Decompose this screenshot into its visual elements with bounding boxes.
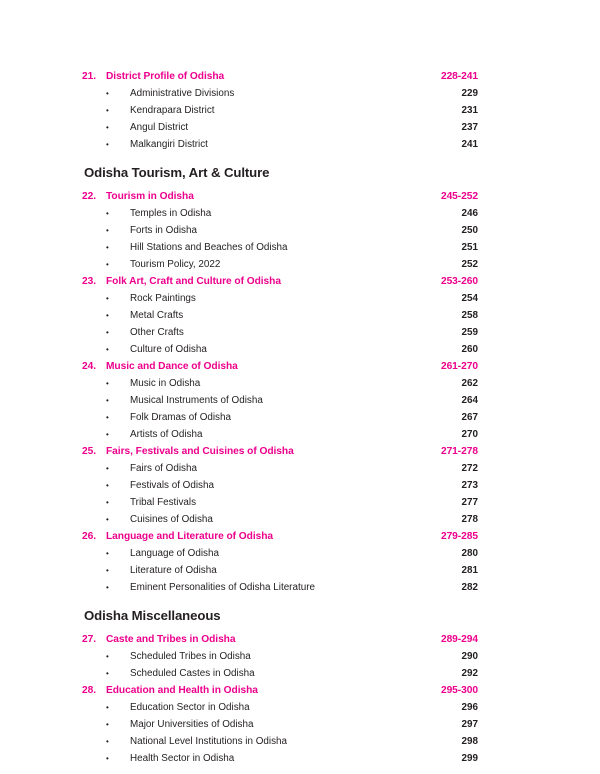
subtopic-page-number: 292	[461, 668, 478, 679]
bullet-icon: •	[106, 396, 109, 405]
chapter-title: District Profile of Odisha	[106, 71, 225, 82]
bullet-icon: •	[106, 754, 109, 763]
chapter-entry[interactable]	[82, 68, 478, 85]
subtopic-entry[interactable]	[82, 494, 478, 511]
subtopic-title: Music in Odisha	[130, 378, 201, 389]
bullet-icon: •	[106, 583, 109, 592]
chapter-entry[interactable]	[82, 682, 478, 699]
bullet-icon: •	[106, 498, 109, 507]
subtopic-entry[interactable]	[82, 545, 478, 562]
subtopic-page-number: 231	[461, 105, 478, 116]
subtopic-title: Tribal Festivals	[130, 497, 197, 508]
subtopic-entry[interactable]	[82, 511, 478, 528]
chapter-number: 26.	[82, 531, 97, 542]
subtopic-entry[interactable]	[82, 733, 478, 750]
subtopic-title: Major Universities of Odisha	[130, 719, 254, 730]
bullet-icon: •	[106, 123, 109, 132]
subtopic-entry[interactable]	[82, 119, 478, 136]
subtopic-title: Scheduled Tribes in Odisha	[130, 651, 251, 662]
subtopic-page-number: 298	[461, 736, 478, 747]
subtopic-title: Culture of Odisha	[130, 344, 207, 355]
subtopic-title: Musical Instruments of Odisha	[130, 395, 263, 406]
chapter-entry[interactable]	[82, 188, 478, 205]
bullet-icon: •	[106, 566, 109, 575]
bullet-icon: •	[106, 379, 109, 388]
subtopic-page-number: 258	[461, 310, 478, 321]
bullet-icon: •	[106, 430, 109, 439]
subtopic-title: Health Sector in Odisha	[130, 753, 235, 764]
chapter-entry[interactable]	[82, 528, 478, 545]
subtopic-title: National Level Institutions in Odisha	[130, 736, 287, 747]
section-header: Odisha Miscellaneous	[84, 608, 221, 623]
bullet-icon: •	[106, 106, 109, 115]
subtopic-entry[interactable]	[82, 239, 478, 256]
subtopic-entry[interactable]	[82, 716, 478, 733]
subtopic-title: Language of Odisha	[130, 548, 219, 559]
subtopic-entry[interactable]	[82, 562, 478, 579]
subtopic-page-number: 264	[461, 395, 478, 406]
subtopic-entry[interactable]	[82, 579, 478, 596]
subtopic-page-number: 273	[461, 480, 478, 491]
subtopic-entry[interactable]	[82, 102, 478, 119]
subtopic-page-number: 241	[461, 139, 478, 150]
subtopic-page-number: 282	[461, 582, 478, 593]
subtopic-entry[interactable]	[82, 665, 478, 682]
subtopic-page-number: 270	[461, 429, 478, 440]
subtopic-entry[interactable]	[82, 750, 478, 767]
subtopic-entry[interactable]	[82, 324, 478, 341]
chapter-page-range: 245-252	[440, 191, 478, 202]
bullet-icon: •	[106, 549, 109, 558]
subtopic-page-number: 246	[461, 208, 478, 219]
subtopic-title: Forts in Odisha	[130, 225, 197, 236]
chapter-number: 24.	[82, 361, 97, 372]
subtopic-page-number: 299	[461, 753, 478, 764]
chapter-number: 21.	[82, 71, 97, 82]
chapter-number: 27.	[82, 634, 97, 645]
subtopic-title: Metal Crafts	[130, 310, 184, 321]
chapter-number: 25.	[82, 446, 97, 457]
subtopic-entry[interactable]	[82, 290, 478, 307]
subtopic-title: Tourism Policy, 2022	[130, 259, 221, 270]
subtopic-entry[interactable]	[82, 222, 478, 239]
subtopic-entry[interactable]	[82, 460, 478, 477]
subtopic-title: Malkangiri District	[130, 139, 208, 150]
section-header: Odisha Tourism, Art & Culture	[84, 165, 270, 180]
chapter-number: 28.	[82, 685, 97, 696]
bullet-icon: •	[106, 515, 109, 524]
bullet-icon: •	[106, 311, 109, 320]
bullet-icon: •	[106, 720, 109, 729]
bullet-icon: •	[106, 464, 109, 473]
subtopic-title: Temples in Odisha	[130, 208, 212, 219]
subtopic-page-number: 250	[461, 225, 478, 236]
subtopic-title: Folk Dramas of Odisha	[130, 412, 231, 423]
chapter-number: 22.	[82, 191, 97, 202]
subtopic-title: Angul District	[130, 122, 189, 133]
chapter-page-range: 271-278	[440, 446, 478, 457]
subtopic-entry[interactable]	[82, 648, 478, 665]
subtopic-entry[interactable]	[82, 375, 478, 392]
chapter-title: Music and Dance of Odisha	[106, 361, 238, 372]
subtopic-title: Festivals of Odisha	[130, 480, 214, 491]
subtopic-page-number: 272	[461, 463, 478, 474]
subtopic-page-number: 267	[461, 412, 478, 423]
subtopic-title: Education Sector in Odisha	[130, 702, 250, 713]
subtopic-entry[interactable]	[82, 307, 478, 324]
subtopic-page-number: 229	[461, 88, 478, 99]
subtopic-page-number: 281	[461, 565, 478, 576]
subtopic-entry[interactable]	[82, 426, 478, 443]
subtopic-page-number: 278	[461, 514, 478, 525]
chapter-title: Folk Art, Craft and Culture of Odisha	[106, 276, 281, 287]
subtopic-title: Fairs of Odisha	[130, 463, 197, 474]
subtopic-page-number: 297	[461, 719, 478, 730]
bullet-icon: •	[106, 652, 109, 661]
subtopic-title: Rock Paintings	[130, 293, 196, 304]
chapter-page-range: 253-260	[440, 276, 478, 287]
bullet-icon: •	[106, 140, 109, 149]
chapter-title: Education and Health in Odisha	[106, 685, 258, 696]
bullet-icon: •	[106, 294, 109, 303]
subtopic-entry[interactable]	[82, 341, 478, 358]
bullet-icon: •	[106, 737, 109, 746]
toc-entry-list	[82, 68, 478, 767]
bullet-icon: •	[106, 345, 109, 354]
subtopic-title: Eminent Personalities of Odisha Literature	[130, 582, 315, 593]
subtopic-title: Artists of Odisha	[130, 429, 203, 440]
chapter-page-range: 289-294	[440, 634, 478, 645]
chapter-title: Caste and Tribes in Odisha	[106, 634, 236, 645]
subtopic-entry[interactable]	[82, 256, 478, 273]
subtopic-title: Other Crafts	[130, 327, 184, 338]
subtopic-title: Administrative Divisions	[130, 88, 235, 99]
bullet-icon: •	[106, 243, 109, 252]
chapter-page-range: 261-270	[440, 361, 478, 372]
subtopic-entry[interactable]	[82, 136, 478, 153]
chapter-entry[interactable]	[82, 631, 478, 648]
bullet-icon: •	[106, 413, 109, 422]
subtopic-page-number: 254	[461, 293, 478, 304]
subtopic-entry[interactable]	[82, 409, 478, 426]
bullet-icon: •	[106, 260, 109, 269]
subtopic-entry[interactable]	[82, 85, 478, 102]
subtopic-title: Literature of Odisha	[130, 565, 217, 576]
subtopic-title: Kendrapara District	[130, 105, 215, 116]
subtopic-page-number: 277	[461, 497, 478, 508]
subtopic-page-number: 296	[461, 702, 478, 713]
chapter-title: Language and Literature of Odisha	[106, 531, 274, 542]
bullet-icon: •	[106, 481, 109, 490]
subtopic-page-number: 252	[461, 259, 478, 270]
bullet-icon: •	[106, 703, 109, 712]
subtopic-entry[interactable]	[82, 205, 478, 222]
chapter-entry[interactable]	[82, 358, 478, 375]
chapter-entry[interactable]	[82, 443, 478, 460]
chapter-page-range: 279-285	[440, 531, 478, 542]
subtopic-page-number: 237	[461, 122, 478, 133]
bullet-icon: •	[106, 226, 109, 235]
subtopic-page-number: 280	[461, 548, 478, 559]
chapter-page-range: 228-241	[440, 71, 478, 82]
bullet-icon: •	[106, 209, 109, 218]
subtopic-entry[interactable]	[82, 477, 478, 494]
subtopic-page-number: 259	[461, 327, 478, 338]
chapter-title: Tourism in Odisha	[106, 191, 194, 202]
subtopic-page-number: 260	[461, 344, 478, 355]
chapter-entry[interactable]	[82, 273, 478, 290]
subtopic-title: Hill Stations and Beaches of Odisha	[130, 242, 288, 253]
bullet-icon: •	[106, 89, 109, 98]
subtopic-entry[interactable]	[82, 392, 478, 409]
bullet-icon: •	[106, 328, 109, 337]
subtopic-title: Scheduled Castes in Odisha	[130, 668, 255, 679]
subtopic-title: Cuisines of Odisha	[130, 514, 213, 525]
chapter-page-range: 295-300	[440, 685, 478, 696]
chapter-number: 23.	[82, 276, 97, 287]
subtopic-page-number: 290	[461, 651, 478, 662]
subtopic-page-number: 251	[461, 242, 478, 253]
chapter-title: Fairs, Festivals and Cuisines of Odisha	[106, 446, 294, 457]
bullet-icon: •	[106, 669, 109, 678]
subtopic-entry[interactable]	[82, 699, 478, 716]
subtopic-page-number: 262	[461, 378, 478, 389]
